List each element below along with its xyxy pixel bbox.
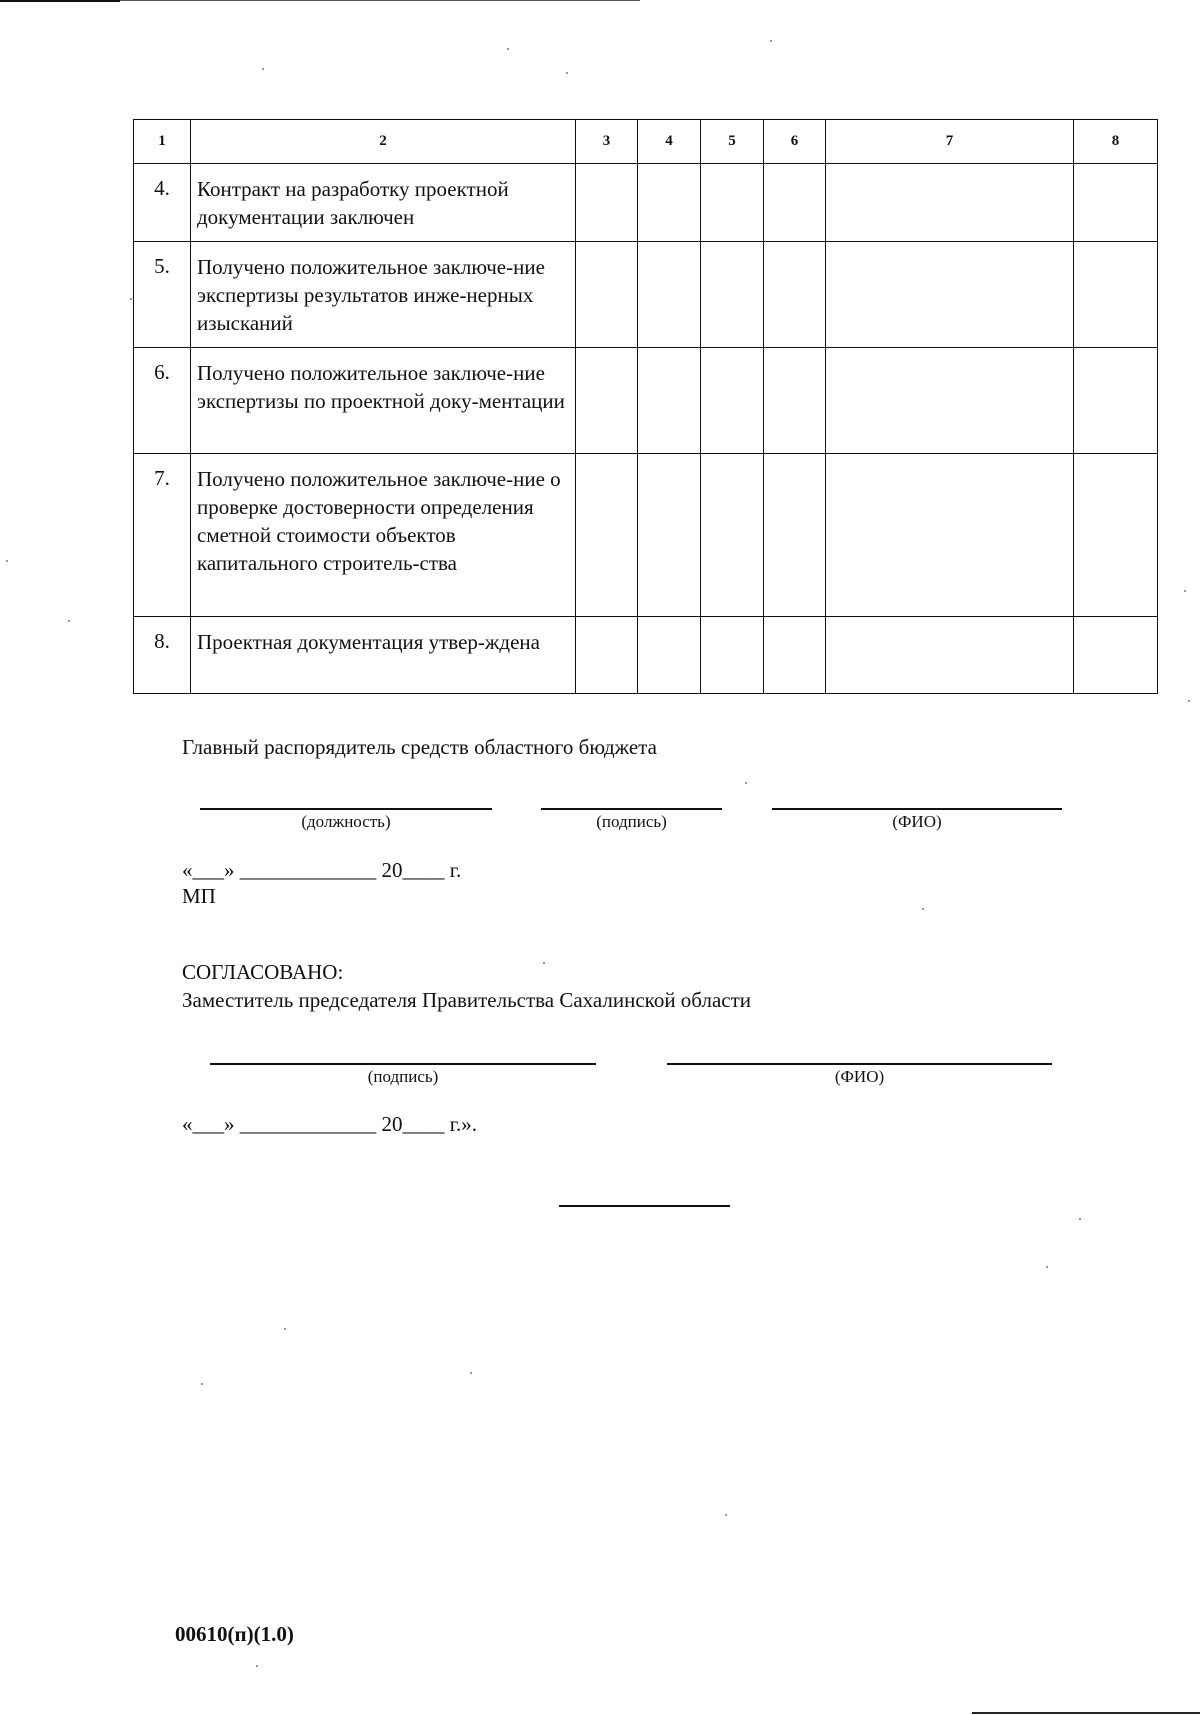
scan-speck bbox=[922, 908, 924, 910]
scan-speck bbox=[262, 68, 264, 70]
scan-speck bbox=[507, 48, 509, 50]
approval-subtitle: Заместитель председателя Правительства Сахалинской области bbox=[182, 988, 752, 1012]
stamp-label: МП bbox=[182, 884, 216, 908]
table-cell bbox=[576, 242, 638, 348]
table-cell bbox=[701, 617, 764, 694]
position-line bbox=[200, 808, 492, 810]
table-header-row bbox=[134, 120, 1158, 164]
table-cell bbox=[1074, 242, 1158, 348]
date-line: «___» _____________ 20____ г. bbox=[182, 858, 462, 882]
table-cell bbox=[638, 164, 701, 242]
table-cell bbox=[701, 348, 764, 454]
scan-artifact-line bbox=[120, 0, 640, 1]
scan-speck bbox=[6, 560, 8, 562]
table-cell bbox=[764, 242, 826, 348]
name-label: (ФИО) bbox=[892, 812, 942, 831]
name-line bbox=[772, 808, 1062, 810]
approval-heading: СОГЛАСОВАНО: bbox=[182, 960, 344, 984]
scan-speck bbox=[68, 620, 70, 622]
table-cell bbox=[576, 348, 638, 454]
table-cell bbox=[764, 617, 826, 694]
table-cell bbox=[576, 454, 638, 617]
scan-speck bbox=[1184, 590, 1186, 592]
row-description: Получено положительное заключе-ние экспертизы по проектной доку-ментации bbox=[191, 348, 576, 454]
table-row bbox=[134, 242, 1158, 348]
main-manager-title: Главный распорядитель средств областного бюджета bbox=[182, 735, 657, 759]
table-cell bbox=[826, 617, 1074, 694]
table-cell bbox=[826, 348, 1074, 454]
table-cell bbox=[701, 164, 764, 242]
row-description: Получено положительное заключе-ние экспертизы результатов инже-нерных изысканий bbox=[191, 242, 576, 348]
table-row bbox=[134, 617, 1158, 694]
scan-speck bbox=[566, 72, 568, 74]
row-description: Проектная документация утвер-ждена bbox=[191, 617, 576, 694]
row-number: 5. bbox=[134, 242, 191, 348]
column-header: 1 bbox=[134, 120, 191, 164]
position-label: (должность) bbox=[301, 812, 391, 831]
scan-speck bbox=[1046, 1266, 1048, 1268]
column-header: 8 bbox=[1074, 120, 1158, 164]
table-cell bbox=[576, 164, 638, 242]
scan-speck bbox=[745, 782, 747, 784]
table-cell bbox=[638, 454, 701, 617]
column-header: 6 bbox=[764, 120, 826, 164]
table-cell bbox=[826, 164, 1074, 242]
table-cell bbox=[826, 454, 1074, 617]
row-number: 8. bbox=[134, 617, 191, 694]
table-row bbox=[134, 164, 1158, 242]
date-line: «___» _____________ 20____ г.». bbox=[182, 1112, 477, 1136]
table-cell bbox=[764, 348, 826, 454]
scan-speck bbox=[543, 962, 545, 964]
column-header: 3 bbox=[576, 120, 638, 164]
end-separator-line bbox=[559, 1205, 730, 1207]
name-label: (ФИО) bbox=[834, 1067, 885, 1086]
scan-speck bbox=[256, 1665, 258, 1667]
table-cell bbox=[638, 348, 701, 454]
table-cell bbox=[638, 617, 701, 694]
scan-artifact-line bbox=[0, 0, 120, 2]
row-number: 7. bbox=[134, 454, 191, 617]
table-cell bbox=[701, 454, 764, 617]
signature-line bbox=[210, 1063, 596, 1065]
row-number: 6. bbox=[134, 348, 191, 454]
scan-speck bbox=[284, 1328, 286, 1330]
scan-speck bbox=[770, 40, 772, 42]
scan-speck bbox=[725, 1514, 727, 1516]
signature-label: (подпись) bbox=[596, 812, 667, 831]
signature-label: (подпись) bbox=[367, 1067, 439, 1086]
row-description: Контракт на разработку проектной документации заключен bbox=[191, 164, 576, 242]
table-cell bbox=[826, 242, 1074, 348]
scan-speck bbox=[130, 298, 132, 300]
table-cell bbox=[1074, 348, 1158, 454]
table-cell bbox=[1074, 617, 1158, 694]
table-cell bbox=[764, 164, 826, 242]
scan-speck bbox=[470, 1372, 472, 1374]
table-row bbox=[134, 454, 1158, 617]
column-header: 5 bbox=[701, 120, 764, 164]
table-cell bbox=[1074, 454, 1158, 617]
row-number: 4. bbox=[134, 164, 191, 242]
table-cell bbox=[701, 242, 764, 348]
row-description: Получено положительное заключе-ние о проверке достоверности определения сметной стоимости объектов капитального строитель-ства bbox=[191, 454, 576, 617]
name-line bbox=[667, 1063, 1052, 1065]
document-code: 00610(п)(1.0) bbox=[175, 1622, 294, 1646]
table-cell bbox=[1074, 164, 1158, 242]
column-header: 2 bbox=[191, 120, 576, 164]
column-header: 7 bbox=[826, 120, 1074, 164]
scan-speck bbox=[1188, 700, 1190, 702]
scan-artifact-line bbox=[972, 1712, 1200, 1714]
table-cell bbox=[638, 242, 701, 348]
table-cell bbox=[764, 454, 826, 617]
signature-line bbox=[541, 808, 722, 810]
column-header: 4 bbox=[638, 120, 701, 164]
table-row bbox=[134, 348, 1158, 454]
scan-speck bbox=[201, 1383, 203, 1385]
table-cell bbox=[576, 617, 638, 694]
scan-speck bbox=[1079, 1218, 1081, 1220]
schedule-table bbox=[133, 119, 1158, 694]
